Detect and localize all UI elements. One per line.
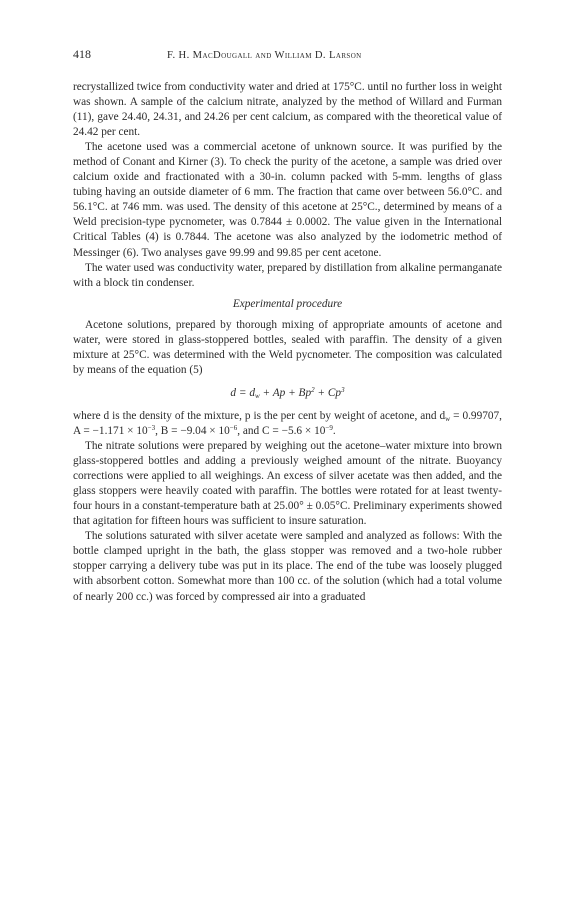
equation-subscript: w bbox=[255, 391, 260, 400]
paragraph-materials-calcium: recrystallized twice from conductivity water and dried at 175°C. until no further loss in weight was shown. A sample of the calcium nitrate, analyzed by the method of Willard and Furman (11), gave 24.40, 24.31, and 24.26 per cent calcium, as compared with the theoretical value of 24.42 per cent. bbox=[73, 81, 502, 139]
density-equation bbox=[73, 386, 502, 401]
definitions-text-e: . bbox=[332, 424, 336, 437]
equation-term-2: + Cp bbox=[314, 386, 342, 399]
definitions-text-c: , B = −9.04 × 10 bbox=[155, 424, 230, 437]
page-number: 418 bbox=[73, 47, 91, 61]
equation-lhs: d = d bbox=[230, 386, 255, 399]
equation-exponent-1: 2 bbox=[311, 385, 315, 394]
definitions-text-d: , and C = −5.6 × 10 bbox=[237, 424, 326, 437]
paragraph-water: The water used was conductivity water, prepared by distillation from alkaline permanganate with a block tin condenser. bbox=[73, 261, 502, 289]
section-heading: Experimental procedure bbox=[232, 297, 343, 310]
paragraph-equation-definitions bbox=[73, 409, 502, 439]
paragraph-nitrate-solutions: The nitrate solutions were prepared by weighing out the acetone–water mixture into brown glass-stoppered bottles and adding a previously weighed amount of the nitrate. Buoyancy corrections were applied to all weighings. An excess of silver acetate was then added, and the glass stoppers were heavily coated with paraffin. The bottles were rotated for at least twenty-four hours in a constant-temperature bath at 25.00° ± 0.05°C. Preliminary experiments showed that agitation for fifteen hours was sufficient to insure saturation. bbox=[73, 440, 502, 528]
definitions-subscript: w bbox=[445, 414, 451, 423]
paragraph-sampling: The solutions saturated with silver acetate were sampled and analyzed as follows: With the bottle clamped upright in the bath, the glass stopper was removed and a two-hole rubber stopper carrying a delivery tube was put in its place. The end of the tube was loosely plugged with absorbent cotton. Somewhat more than 100 cc. of the solution (which had a total volume of nearly 200 cc.) was forced by compressed air into a graduated bbox=[73, 530, 502, 603]
page-header bbox=[73, 47, 502, 63]
paragraph-acetone-solutions: Acetone solutions, prepared by thorough mixing of appropriate amounts of acetone and water, were stored in glass-stoppered bottles, sealed with paraffin. The density of a given mixture at 25°C. was determined with the Weld pycnometer. The composition was calculated by means of the equation (5) bbox=[73, 318, 502, 376]
equation-term-1: + Ap + Bp bbox=[259, 386, 312, 399]
definitions-exponent-3: −9 bbox=[325, 423, 333, 432]
article-body bbox=[73, 80, 502, 605]
definitions-text-b: = 0.99707, A = −1.171 × 10 bbox=[73, 409, 502, 437]
definitions-exponent-1: −3 bbox=[147, 423, 156, 432]
definitions-exponent-2: −6 bbox=[229, 423, 238, 432]
equation-exponent-2: 3 bbox=[341, 385, 345, 394]
paragraph-acetone: The acetone used was a commercial acetone of unknown source. It was purified by the method of Conant and Kirner (3). To check the purity of the acetone, a sample was dried over calcium oxide and fractionated with a 30-in. column packed with 5-mm. lengths of glass tubing having an outside diameter of 6 mm. The fraction that came over between 56.0°C. and 56.1°C. at 746 mm. was used. The density of this acetone at 25°C., determined by means of a Weld precision-type pycnometer, was 0.7844 ± 0.0002. The value given in the International Critical Tables (4) is 0.7844. The acetone was also analyzed by the iodometric method of Messinger (6). Two analyses gave 99.99 and 99.85 per cent acetone. bbox=[73, 141, 502, 259]
running-head: F. H. MacDougall and William D. Larson bbox=[167, 50, 362, 61]
definitions-text-a: where d is the density of the mixture, p is the per cent by weight of acetone, and d bbox=[73, 409, 446, 422]
